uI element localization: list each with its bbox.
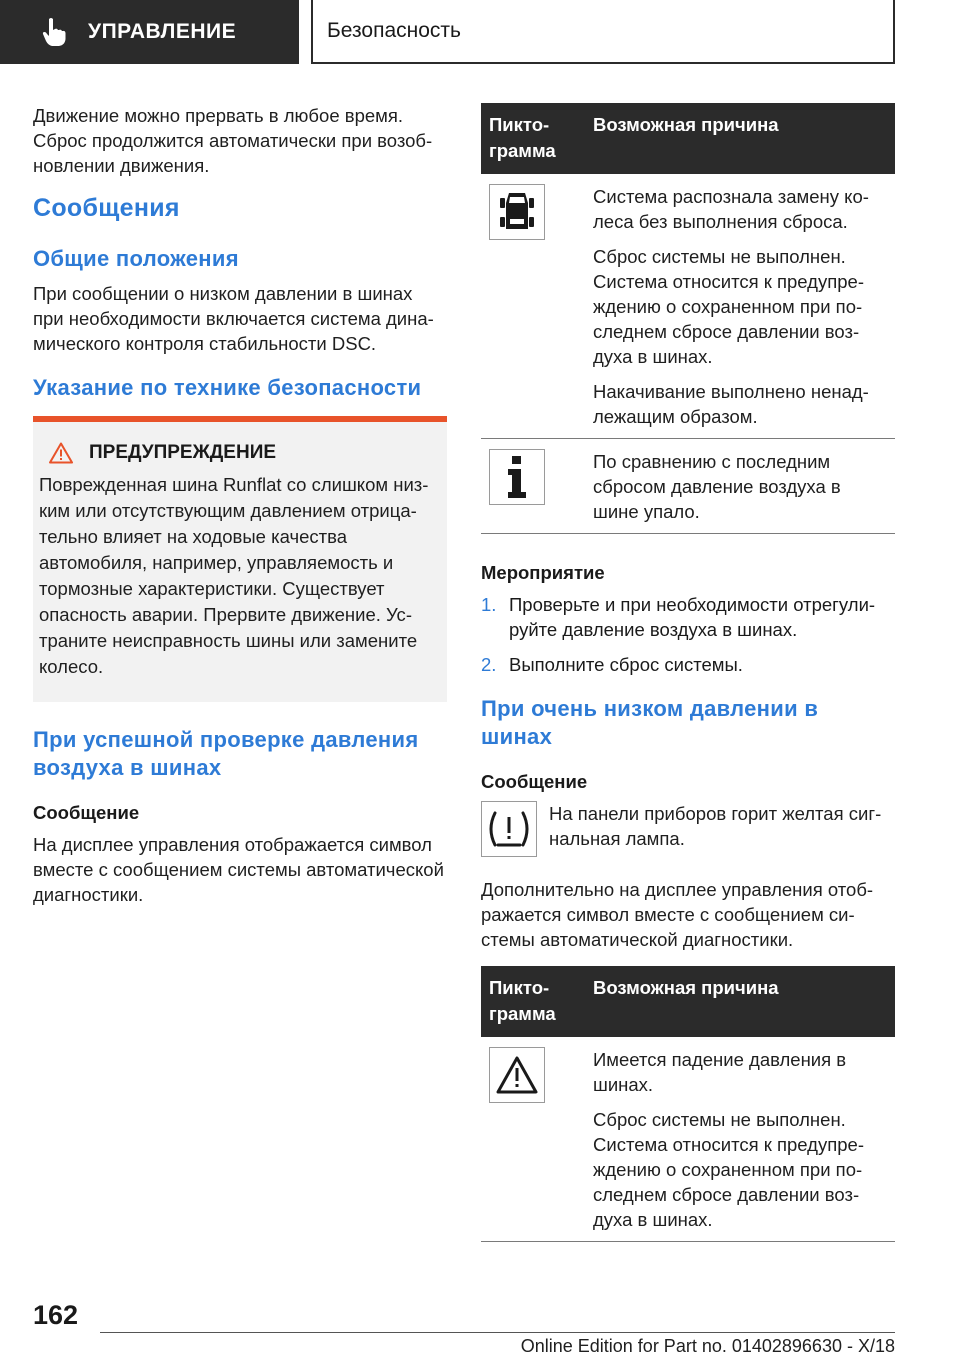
intro-text: Движение можно прервать в любое время. Сброс продолжится автоматически при возобновлении движения. [33, 105, 433, 176]
col-cause: Возможная причина [585, 966, 895, 1037]
list-item [481, 592, 895, 642]
warning-triangle-icon [49, 442, 73, 464]
section-tab[interactable] [0, 0, 299, 64]
pictogram-table-2 [481, 966, 895, 1242]
heading-message-left: Сообщение [33, 802, 140, 823]
table-row [481, 174, 895, 439]
general-text: При сообщении о низком давлении в шинах при необходимости включается система динамического контроля стабильности DSC. [33, 283, 434, 354]
warning-text: Поврежденная шина Runflat со слишком низким или отсутствующим давлением отрицательно влияет на ходовые качества автомобиля, например, управляемость и тормозные характеристики. Существует опасность аварии. Прервите движение. Устраните неисправность шины или замените колесо. [39, 474, 429, 677]
col-pictogram: Пиктограмма [481, 966, 585, 1037]
step-text: Проверьте и при необходимости отрегулируйте давление воздуха в шинах. [509, 594, 876, 640]
footer-divider [100, 1332, 895, 1333]
cause-text: Имеется падение давления в шинах. [593, 1049, 847, 1095]
heading-messages: Сообщения [33, 194, 180, 222]
heading-general: Общие положения [33, 246, 239, 271]
heading-very-low: При очень низком давлении в шинах [481, 696, 819, 749]
table-row [481, 439, 895, 534]
heading-measures: Мероприятие [481, 562, 605, 583]
lamp-message [481, 801, 895, 861]
cause-text: Сброс системы не выполнен. Система относится к предупреждению о сохраненном при последнем сбросе давлении воздуха в шинах. [593, 1109, 864, 1230]
chapter-label: Безопасность [327, 19, 461, 42]
table-row [481, 1037, 895, 1242]
tire-pressure-warning-icon [481, 801, 537, 857]
left-column [33, 103, 447, 917]
footer-edition: Online Edition for Part no. 01402896630 - X/18 [520, 1336, 895, 1356]
tire-change-icon [489, 184, 545, 240]
warning-title: ПРЕДУПРЕЖДЕНИЕ [89, 442, 277, 463]
table-header-row [481, 966, 895, 1037]
warning-triangle-icon [489, 1047, 545, 1103]
list-item [481, 652, 895, 677]
hand-pointer-icon [40, 17, 68, 47]
step-number: 2. [481, 654, 497, 675]
warning-box [33, 422, 447, 702]
col-cause: Возможная причина [585, 103, 895, 174]
success-text: На дисплее управления отображается символ вместе с сообщением системы автоматической диагностики. [33, 834, 444, 905]
right-column [481, 103, 895, 1242]
warning-block [33, 416, 447, 702]
lamp-text: На панели приборов горит желтая сигнальная лампа. [549, 803, 882, 849]
heading-safety: Указание по технике безопасности [33, 375, 422, 400]
page-number: 162 [33, 1300, 79, 1330]
cause-text: Накачивание выполнено ненадлежащим образом. [593, 381, 869, 427]
heading-message-right: Сообщение [481, 771, 588, 792]
display-text: Дополнительно на дисплее управления отображается символ вместе с сообщением системы автоматической диагностики. [481, 879, 874, 950]
cause-text: Система распознала замену колеса без выполнения сброса. [593, 186, 869, 232]
pictogram-table-1 [481, 103, 895, 534]
warning-header [39, 442, 439, 464]
col-pictogram: Пиктограмма [481, 103, 585, 174]
section-title: УПРАВЛЕНИЕ [88, 20, 237, 43]
measures-list [481, 592, 895, 677]
cause-text: По сравнению с последним сбросом давление воздуха в шине упало. [593, 451, 841, 522]
chapter-title [311, 0, 895, 64]
step-number: 1. [481, 594, 497, 615]
info-icon [489, 449, 545, 505]
heading-success: При успешной проверке давления воздуха в шинах [33, 727, 419, 780]
step-text: Выполните сброс системы. [509, 654, 743, 675]
table-header-row [481, 103, 895, 174]
cause-text: Сброс системы не выполнен. Система относится к предупреждению о сохраненном при последнем сбросе давлении воздуха в шинах. [593, 246, 864, 367]
